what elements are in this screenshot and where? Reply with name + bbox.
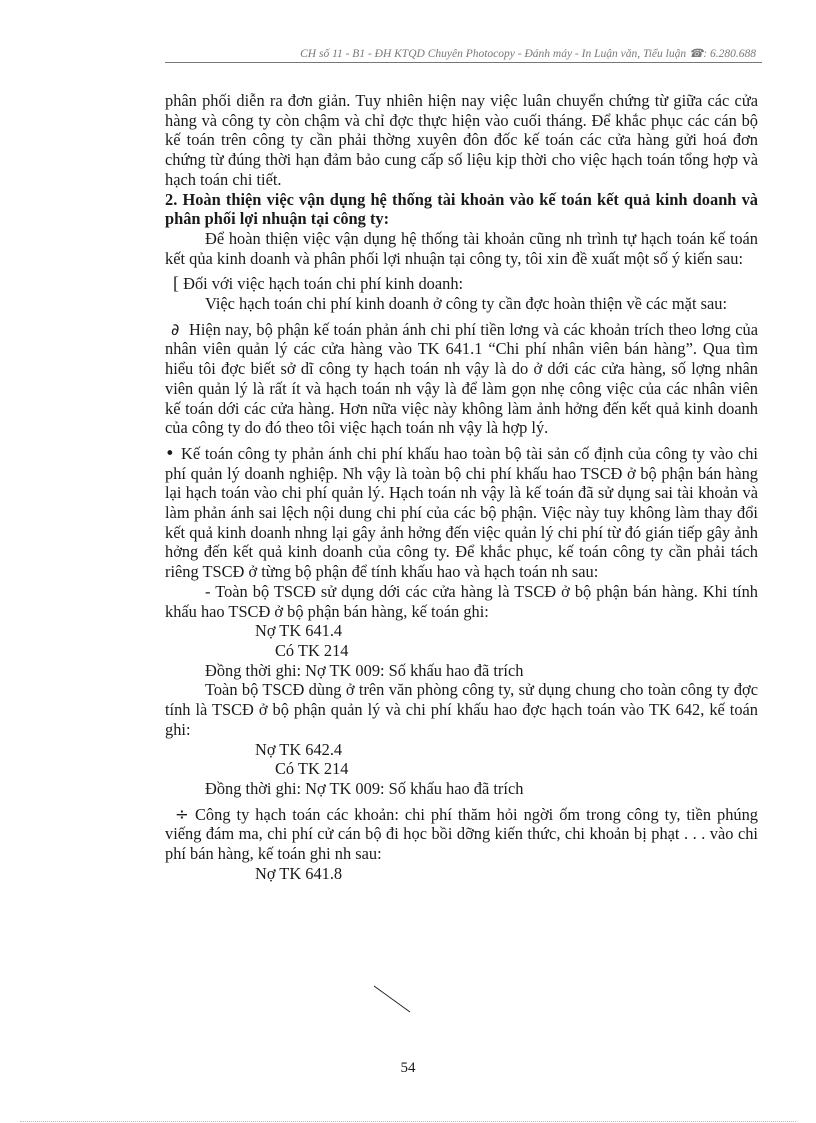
- entry-2-debit: Nợ TK 642.4: [255, 739, 343, 759]
- paragraph-2: Để hoàn thiện việc vận dụng hệ thống tài khoản cũng nh trình tự hạch toán kế toán kết qủa kinh doanh và phân phối lợi nhuận tại công ty, tôi xin đề xuất một số ý kiến sau:: [165, 228, 758, 268]
- bullet-item-2: [165, 320, 758, 438]
- division-bullet-icon: ÷: [175, 804, 189, 824]
- bullet-text-3: Kế toán công ty phản ánh chi phí khấu hao toàn bộ tài sản cố định của công ty vào chi phí quản lý doanh nghiệp. Nh vậy là toàn bộ chi phí khấu hao TSCĐ ở bộ phận bán hàng lại hạch toán vào chi phí quản lý. Hạch toán nh vậy là kế toán đã sử dụng sai tài khoản và làm phản ánh sai lệch nội dung chi phí của các bộ phận. Việc này tuy không làm thay đổi kết quả kinh doanh nhng lại gây ảnh hởng đến việc quản lý chi phí từ đó gián tiếp gây ảnh hởng đến kết quả kinh doanh của công ty. Để khắc phục, kế toán công ty cần phải tách riêng TSCĐ ở từng bộ phận để tính khấu hao và hạch toán nh sau:: [165, 443, 758, 582]
- bottom-dotted-divider: [20, 1121, 796, 1122]
- entry-2-credit: Có TK 214: [275, 759, 349, 779]
- document-body: [165, 91, 758, 883]
- bullet-text-1: Đối với việc hạch toán chi phí kinh doanh:: [183, 274, 464, 294]
- section-heading: 2. Hoàn thiện việc vận dụng hệ thống tài khoản vào kế toán kết quả kinh doanh và phân phối lợi nhuận tại công ty:: [165, 189, 758, 229]
- bracket-bullet-icon: [: [173, 273, 179, 294]
- dot-bullet-icon: •: [165, 443, 175, 463]
- page-header: CH số 11 - B1 - ĐH KTQD Chuyên Photocopy - Đánh máy - In Luận văn, Tiểu luận ☎: 6.280.688: [165, 47, 762, 63]
- bullet-text-2: Hiện nay, bộ phận kế toán phản ánh chi phí tiền lơng và các khoản trích theo lơng của nhân viên quản lý các cửa hàng vào TK 641.1 “Chi phí nhân viên bán hàng”. Qua tìm hiểu tôi đợc biết sở dĩ công ty hạch toán nh vậy là do ở dới các cửa hàng, số lợng nhân viên quản lý là rất ít và hạch toán nh vậy là để làm gọn nhẹ công việc của các nhân viên kế toán dới các cửa hàng. Hơn nữa việc này không làm ảnh hởng đến kết quả kinh doanh của công ty do đó theo tôi việc hạch toán nh vậy là hợp lý.: [165, 319, 758, 438]
- entry-1-also: Đồng thời ghi: Nợ TK 009: Số khấu hao đã trích: [205, 660, 524, 680]
- bullet-item-1: [165, 274, 758, 294]
- bullet-item-3: [165, 444, 758, 582]
- bullet-item-4: [165, 805, 758, 864]
- paragraph-6: - Toàn bộ TSCĐ sử dụng dới các cửa hàng là TSCĐ ở bộ phận bán hàng. Khi tính khấu hao TSCĐ ở bộ phận bán hàng, kế toán ghi:: [165, 581, 758, 621]
- entry-3-debit: Nợ TK 641.8: [255, 863, 343, 883]
- paragraph-7: Toàn bộ TSCĐ dùng ở trên văn phòng công ty, sử dụng chung cho toàn công ty đợc tính là TSCĐ ở bộ phận quản lý và chi phí khấu hao đợc hạch toán vào TK 642, kế toán ghi:: [165, 680, 758, 739]
- paragraph-1: phân phối diễn ra đơn giản. Tuy nhiên hiện nay việc luân chuyển chứng từ giữa các cửa hàng và công ty còn chậm và chỉ đợc thực hiện vào cuối tháng. Để khắc phục các cán bộ kế toán trên công ty cần phải thờng xuyên đôn đốc kế toán các cửa hàng gửi hoá đơn chứng từ đúng thời hạn đảm bảo cung cấp số liệu kịp thời cho việc hạch toán tổng hợp và hạch toán chi tiết.: [165, 91, 758, 189]
- page-number: 54: [400, 1060, 416, 1076]
- bullet-text-4: Công ty hạch toán các khoản: chi phí thăm hỏi ngời ốm trong công ty, tiền phúng viếng đám ma, chi phí cử cán bộ đi học bồi dỡng kiến thức, chi khoản bị phạt . . . vào chi phí bán hàng, kế toán ghi nh sau:: [165, 804, 758, 864]
- partial-bullet-icon: ∂: [171, 319, 180, 339]
- entry-2-also: Đồng thời ghi: Nợ TK 009: Số khấu hao đã trích: [205, 778, 524, 798]
- entry-1-credit: Có TK 214: [275, 640, 349, 660]
- diagonal-line-icon: [370, 982, 414, 1016]
- paragraph-3: Việc hạch toán chi phí kinh doanh ở công ty cần đợc hoàn thiện về các mặt sau:: [205, 294, 728, 314]
- entry-1-debit: Nợ TK 641.4: [255, 621, 343, 641]
